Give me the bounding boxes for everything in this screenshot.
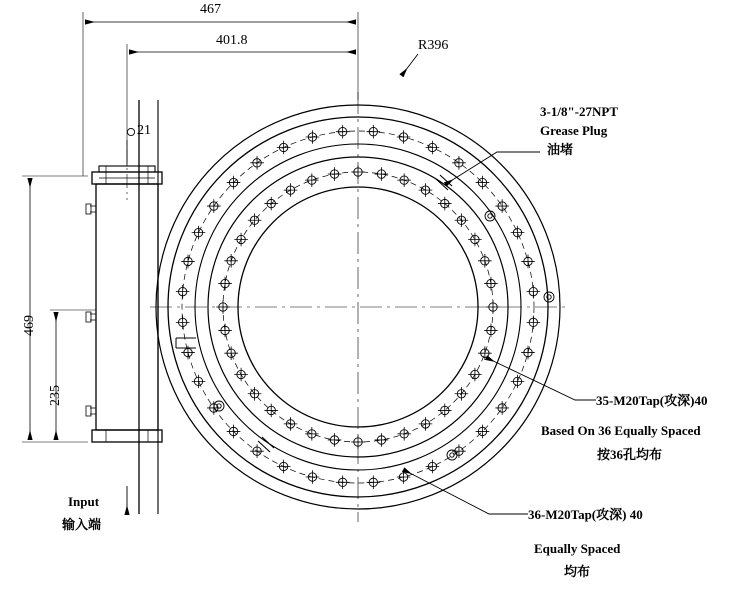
note-tap35-line1: 35-M20Tap(攻深)40 [596, 393, 708, 408]
grease-plug-marks [176, 175, 554, 460]
note-tap36-line2: Equally Spaced [534, 541, 621, 556]
note-grease-plug-en: Grease Plug [540, 123, 608, 138]
note-grease-plug-cn: 油堵 [547, 142, 574, 157]
note-tap36-line1: 36-M20Tap(攻深) 40 [528, 507, 643, 522]
dim-radius: R396 [418, 38, 449, 53]
note-tap35-line3: 按36孔均布 [597, 447, 663, 462]
dim-partial-height: 235 [48, 385, 63, 406]
dimension-lines [22, 12, 418, 442]
note-grease-plug-spec: 3-1/8"-27NPT [540, 104, 618, 119]
label-input-cn: 输入端 [62, 517, 102, 532]
note-tap36-line3: 均布 [564, 564, 591, 579]
dim-overall-height: 469 [22, 315, 37, 336]
note-tap35-line2: Based On 36 Equally Spaced [541, 423, 701, 438]
label-input-en: Input [68, 494, 100, 509]
dim-inner-width: 401.8 [216, 33, 248, 48]
front-view-ring [150, 92, 570, 522]
dim-hole-diameter: 21 [137, 123, 151, 138]
dim-overall-width: 467 [200, 2, 221, 17]
